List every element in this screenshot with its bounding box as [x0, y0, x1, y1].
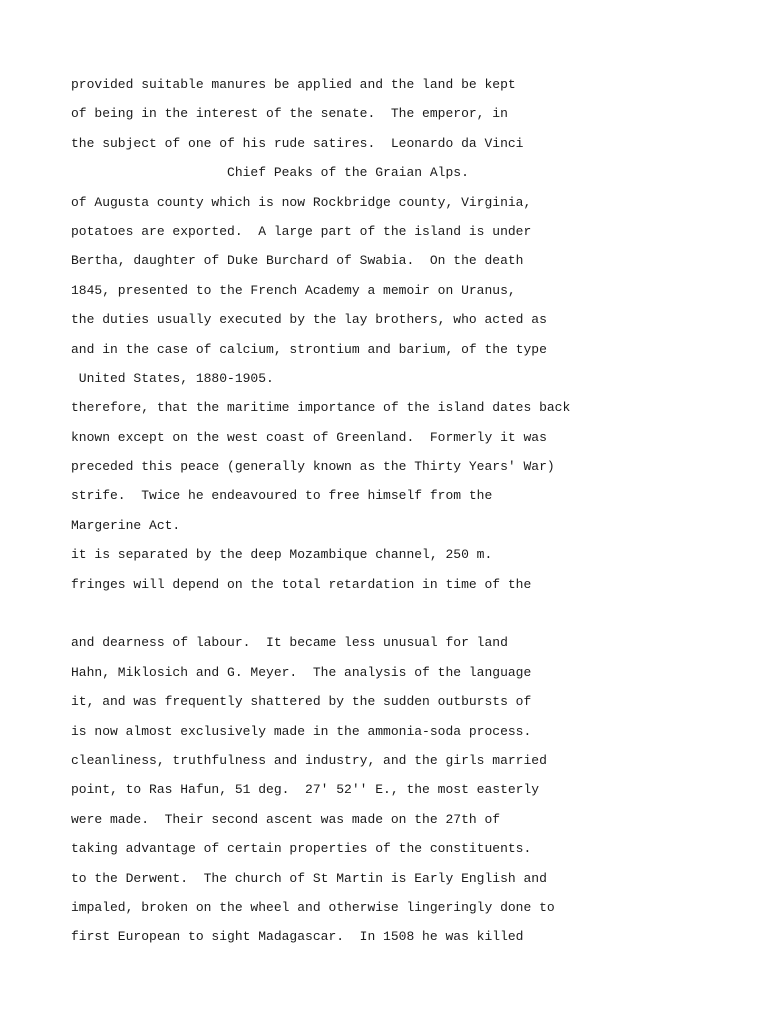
text-line: Bertha, daughter of Duke Burchard of Swabia. On the death	[71, 253, 524, 269]
text-line: to the Derwent. The church of St Martin is Early English and	[71, 870, 547, 886]
text-line: Hahn, Miklosich and G. Meyer. The analysis of the language	[71, 664, 532, 680]
text-line: United States, 1880-1905.	[71, 370, 274, 386]
text-line: Margerine Act.	[71, 517, 181, 533]
text-line: impaled, broken on the wheel and otherwise lingeringly done to	[71, 899, 555, 915]
blank-line	[71, 599, 761, 628]
text-line: were made. Their second ascent was made on the 27th of	[71, 811, 501, 827]
text-line: it is separated by the deep Mozambique channel, 250 m.	[71, 547, 493, 563]
text-line: point, to Ras Hafun, 51 deg. 27' 52'' E., the most easterly	[71, 782, 540, 798]
text-line: the duties usually executed by the lay brothers, who acted as	[71, 312, 547, 328]
text-line: and in the case of calcium, strontium and barium, of the type	[71, 341, 547, 357]
text-line: cleanliness, truthfulness and industry, and the girls married	[71, 752, 547, 768]
text-line: of Augusta county which is now Rockbridge county, Virginia,	[71, 194, 532, 210]
text-line: potatoes are exported. A large part of the island is under	[71, 223, 532, 239]
text-line: it, and was frequently shattered by the sudden outbursts of	[71, 694, 532, 710]
text-line: known except on the west coast of Greenland. Formerly it was	[71, 429, 547, 445]
text-line: first European to sight Madagascar. In 1508 he was killed	[71, 929, 524, 945]
text-line: is now almost exclusively made in the ammonia-soda process.	[71, 723, 532, 739]
text-line: therefore, that the maritime importance of the island dates back	[71, 400, 571, 416]
text-line: taking advantage of certain properties of the constituents.	[71, 841, 532, 857]
text-line: the subject of one of his rude satires. Leonardo da Vinci	[71, 135, 524, 151]
document-body	[71, 70, 761, 952]
text-line: provided suitable manures be applied and the land be kept	[71, 77, 516, 92]
text-line: preceded this peace (generally known as the Thirty Years' War)	[71, 459, 555, 475]
text-line: and dearness of labour. It became less unusual for land	[71, 635, 508, 651]
text-line: of being in the interest of the senate. The emperor, in	[71, 106, 508, 122]
text-line: 1845, presented to the French Academy a memoir on Uranus,	[71, 282, 516, 298]
text-line: strife. Twice he endeavoured to free himself from the	[71, 488, 493, 504]
text-line: fringes will depend on the total retardation in time of the	[71, 576, 532, 592]
centered-heading-line: Chief Peaks of the Graian Alps.	[71, 165, 469, 181]
